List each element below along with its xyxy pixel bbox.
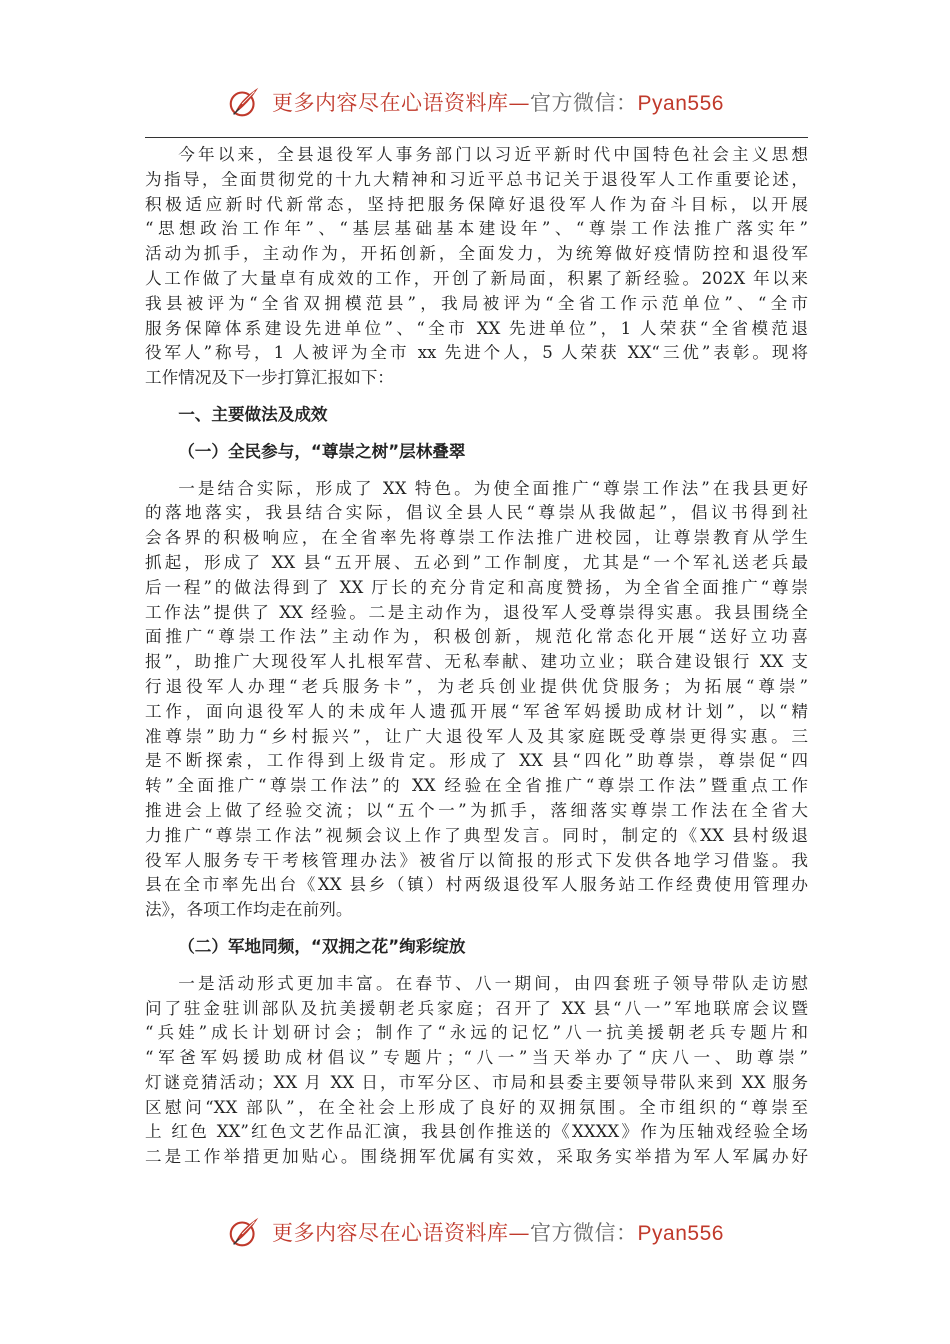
banner-content bbox=[226, 83, 724, 121]
text-line: 灯谜竞猜活动；XX 月 XX 日，市军分区、市局和县委主要领导带队来到 XX 服务 bbox=[145, 1072, 808, 1092]
text-line: 积极适应新时代新常态，坚持把服务保障好退役军人作为奋斗目标，以开展 bbox=[145, 194, 808, 214]
banner-main-text: 更多内容尽在心语资料库 bbox=[272, 91, 509, 115]
text-line: 的落地落实，我县结合实际，倡议全县人民“尊崇从我做起”，倡议书得到社 bbox=[145, 503, 808, 523]
text-line: 今年以来，全县退役军人事务部门以习近平新时代中国特色社会主义思想 bbox=[178, 145, 808, 164]
text-line: 为指导，全面贯彻党的十九大精神和习近平总书记关于退役军人工作重要论述， bbox=[145, 169, 808, 189]
text-line: 役军人服务专干考核管理办法》被省厅以简报的形式下发供各地学习借鉴。我 bbox=[145, 850, 808, 870]
subsection-heading-1: （一）全民参与，“尊崇之树”层林叠翠 bbox=[178, 441, 466, 461]
text-line: 报”，助推广大现役军人扎根军营、无私奉献、建功立业；联合建设银行 XX 支 bbox=[145, 652, 808, 672]
text-line: “兵娃”成长计划研讨会；制作了“永远的记忆”八一抗美援朝老兵专题片和 bbox=[145, 1023, 808, 1043]
text-line: 转”全面推广“尊崇工作法”的 XX 经验在全省推广“尊崇工作法”暨重点工作 bbox=[145, 776, 808, 796]
text-line: 工作，面向退役军人的未成年人遗孤开展“军爸军妈援助成材计划”，以“精 bbox=[145, 701, 808, 721]
text-line: 工作法”提供了 XX 经验。二是主动作为，退役军人受尊崇得实惠。我县围绕全 bbox=[145, 602, 808, 622]
text-line: 人工作做了大量卓有成效的工作，开创了新局面，积累了新经验。202X 年以来 bbox=[145, 268, 808, 288]
header-rule bbox=[145, 137, 808, 138]
text-line: 是不断探索，工作得到上级肯定。形成了 XX 县“四化”助尊崇，尊崇促“四 bbox=[145, 751, 808, 771]
section1-paragraph bbox=[145, 477, 808, 923]
text-line: 行退役军人办理“老兵服务卡”，为老兵创业提供优贷服务；为拓展“尊崇” bbox=[145, 676, 808, 696]
intro-paragraph bbox=[145, 143, 808, 391]
text-line: 准尊崇”助力“乡村振兴”，让广大退役军人及其家庭既受尊崇更得实惠。三 bbox=[145, 726, 808, 746]
text-line: 区慰问“XX 部队”，在全社会上形成了良好的双拥氛围。全市组织的“尊崇至 bbox=[145, 1097, 808, 1117]
text-line: 活动为抓手，主动作为，开拓创新，全面发力，为统筹做好疫情防控和退役军 bbox=[145, 244, 808, 264]
banner-text bbox=[272, 87, 724, 117]
banner-wechat-label: 官方微信： bbox=[530, 91, 638, 115]
subsection-heading-2: （二）军地同频，“双拥之花”绚彩绽放 bbox=[178, 936, 466, 956]
text-line: 抓起，形成了 XX 县“五开展、五必到”工作制度，尤其是“一个军礼送老兵最 bbox=[145, 552, 808, 572]
text-line: 我县被评为“全省双拥模范县”，我局被评为“全省工作示范单位”、“全市 bbox=[145, 293, 808, 313]
banner-wechat-label: 官方微信： bbox=[530, 1221, 638, 1245]
banner-wechat-id: Pyan556 bbox=[637, 92, 724, 115]
text-line: 工作情况及下一步打算汇报如下： bbox=[145, 368, 394, 388]
text-line: 法》，各项工作均走在前列。 bbox=[145, 900, 353, 920]
text-line: 上 红色 XX”红色文艺作品汇演，我县创作推送的《XXXX》作为压轴戏经验全场 bbox=[145, 1122, 808, 1142]
text-line: 推进会上做了经验交流；以“五个一”为抓手，落细落实尊崇工作法在全省大 bbox=[145, 800, 808, 820]
text-line: 面推广“尊崇工作法”主动作为，积极创新，规范化常态化开展“送好立功喜 bbox=[145, 627, 808, 647]
banner-separator: — bbox=[508, 1221, 531, 1245]
text-line: 会各界的积极响应，在全省率先将尊崇工作法推广进校园，让尊崇教育从学生 bbox=[145, 528, 808, 548]
text-line: 一是活动形式更加丰富。在春节、八一期间，由四套班子领导带队走访慰 bbox=[178, 973, 808, 993]
document-body bbox=[145, 143, 808, 1170]
banner-text bbox=[272, 1217, 724, 1247]
text-line: 一是结合实际，形成了 XX 特色。为使全面推广“尊崇工作法”在我县更好 bbox=[178, 478, 808, 498]
header-banner bbox=[0, 82, 950, 122]
section-heading: 一、主要做法及成效 bbox=[178, 404, 328, 424]
text-line: 后一程”的做法得到了 XX 厅长的充分肯定和高度赞扬，为全省全面推广“尊崇 bbox=[145, 577, 808, 597]
banner-separator: — bbox=[508, 91, 531, 115]
footer-banner bbox=[0, 1212, 950, 1252]
text-line: 问了驻金驻训部队及抗美援朝老兵家庭；召开了 XX 县“八一”军地联席会议暨 bbox=[145, 998, 808, 1018]
text-line: 役军人”称号，1 人被评为全市 xx 先进个人，5 人荣获 XX“三优”表彰。现将 bbox=[145, 343, 808, 363]
text-line: 二是工作举措更加贴心。围绕拥军优属有实效，采取务实举措为军人军属办好 bbox=[145, 1147, 808, 1167]
text-line: 县在全市率先出台《XX 县乡（镇）村两级退役军人服务站工作经费使用管理办 bbox=[145, 875, 808, 895]
banner-main-text: 更多内容尽在心语资料库 bbox=[272, 1221, 509, 1245]
text-line: 力推广“尊崇工作法”视频会议上作了典型发言。同时，制定的《XX 县村级退 bbox=[145, 825, 808, 845]
section2-paragraph bbox=[145, 972, 808, 1170]
quill-logo-icon bbox=[226, 1213, 264, 1251]
quill-logo-icon bbox=[226, 83, 264, 121]
banner-wechat-id: Pyan556 bbox=[637, 1222, 724, 1245]
text-line: 服务保障体系建设先进单位”、“全市 XX 先进单位”，1 人荣获“全省模范退 bbox=[145, 318, 808, 338]
banner-content bbox=[226, 1213, 724, 1251]
text-line: “军爸军妈援助成材倡议”专题片；“八一”当天举办了“庆八一、助尊崇” bbox=[145, 1048, 808, 1068]
text-line: “思想政治工作年”、“基层基础基本建设年”、“尊崇工作法推广落实年” bbox=[145, 219, 808, 239]
